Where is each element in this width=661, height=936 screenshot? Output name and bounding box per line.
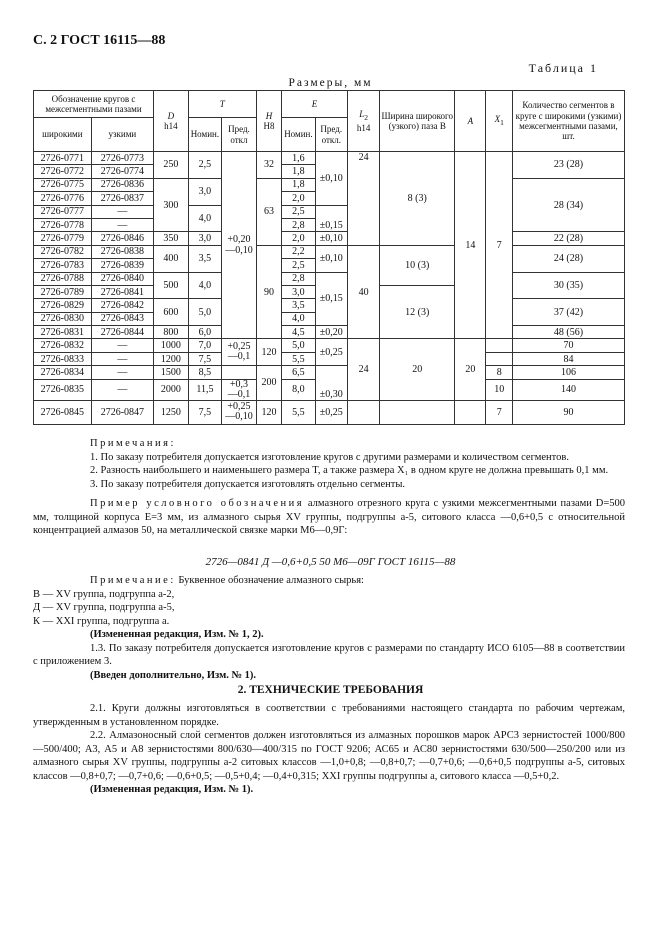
example-lead: Пример условного обозначения	[90, 498, 305, 509]
table-cell: 28 (34)	[512, 178, 624, 232]
table-cell: —	[91, 379, 153, 400]
table-cell: 2726-0776	[34, 192, 92, 205]
requirements-block	[33, 702, 625, 797]
amendments-block	[33, 628, 625, 682]
table-cell: 6,0	[188, 326, 221, 339]
table-cell: 4,0	[188, 205, 221, 232]
table-cell: 2726-0841	[91, 285, 153, 298]
note2-item: В — XV группа, подгруппа а-2,	[33, 588, 175, 600]
table-cell: 1000	[154, 339, 189, 352]
narrow-header: узкими	[91, 118, 153, 152]
table-cell: 3,0	[282, 285, 315, 298]
table-cell: 2726-0775	[34, 178, 92, 191]
table-cell: 7,5	[188, 400, 221, 424]
note-item: 1. По заказу потребителя допускается изготовление кругов с другими размерами и количеством сегментов.	[90, 451, 569, 463]
example-paragraph	[33, 497, 625, 538]
table-cell: 20	[455, 339, 486, 400]
table-cell: 120	[256, 339, 281, 366]
table-cell: 2,8	[282, 272, 315, 285]
T-dev-header: Пред. откл	[222, 118, 257, 152]
table-cell: —	[91, 339, 153, 352]
table-cell: 2,2	[282, 245, 315, 258]
note2-title: Примечание:	[90, 575, 176, 586]
D-header: D h14	[154, 91, 189, 152]
L2-header: $L_2$ h14	[347, 91, 379, 152]
table-cell: —	[91, 205, 153, 218]
paragraph-2-2: 2.2. Алмазоносный слой сегментов должен изготовляться из алмазных порошков марок АРС3 зернистостей 1000/800—500/400; А3, А5 и А8 зернистостями 800/630—400/315 по ГОСТ 9206; АС65 и АС80 зернистостями 630/500—250/200 или из алмазного сырья XV группы, подгруппы а-2 ситовых классов —1,0+0,8; —0,8+0,7; —0,7+0,6; —0,6+0,5 подгруппы а-5, ситовых классов —0,8+0,7; —0,7+0,6; —0,6+0,5; —0,5+0,4; —0,4+0,315; XXI группы подгруппы а, ситового класса —0,5+0,2.	[33, 730, 625, 782]
table-cell	[455, 400, 486, 424]
table-cell: 5,0	[188, 299, 221, 326]
table-cell: 63	[256, 178, 281, 245]
table-cell: 500	[154, 272, 189, 299]
table-cell: 37 (42)	[512, 299, 624, 326]
table-cell: 2726-0847	[91, 400, 153, 424]
table-cell: 2726-0831	[34, 326, 92, 339]
count-header: Количество сегментов в круге с широкими (узкими) межсегментными пазами, шт.	[512, 91, 624, 152]
table-cell: 3,0	[188, 178, 221, 205]
table-cell: 6,5	[282, 366, 315, 379]
table-cell: 3,0	[188, 232, 221, 245]
table-cell: 2726-0843	[91, 312, 153, 325]
table-cell: 2726-0788	[34, 272, 92, 285]
notes-title: Примечания:	[90, 438, 176, 449]
table-cell: 120	[256, 400, 281, 424]
table-cell	[380, 400, 455, 424]
note-item: 2. Разность наибольшего и наименьшего размера T, а также размера X₁ в одном круге не должна превышать 0,1 мм.	[90, 465, 609, 476]
table-cell: 14	[455, 152, 486, 339]
table-cell: 2,5	[282, 205, 315, 218]
E-header: E	[282, 91, 348, 118]
table-cell: +0,3 —0,1	[222, 379, 257, 400]
table-cell: 2726-0779	[34, 232, 92, 245]
table-cell: 8 (3)	[380, 152, 455, 246]
table-cell: 90	[512, 400, 624, 424]
page-header: С. 2 ГОСТ 16115—88	[33, 33, 166, 48]
table-cell: 2726-0829	[34, 299, 92, 312]
table-cell: 22 (28)	[512, 232, 624, 245]
table-cell: 4,0	[282, 312, 315, 325]
table-cell: 2726-0778	[34, 218, 92, 231]
table-cell: 20	[380, 339, 455, 400]
table-cell: 2,0	[282, 192, 315, 205]
table-cell: 2,5	[282, 259, 315, 272]
table-cell: 1,8	[282, 165, 315, 178]
amendment-note: (Измененная редакция, Изм. № 1).	[90, 784, 254, 795]
table-cell: 2726-0789	[34, 285, 92, 298]
table-cell: 5,0	[282, 339, 315, 352]
table-cell: 8	[486, 366, 513, 379]
note2-item: Д — XV группа, подгруппа а-5,	[33, 602, 175, 613]
table-cell: 10	[486, 379, 513, 400]
note2-text: Буквенное обозначение алмазного сырья:	[175, 575, 364, 586]
table-cell: 140	[512, 379, 624, 400]
table-cell: 8,5	[188, 366, 221, 379]
table-cell: 600	[154, 299, 189, 326]
table-cell: 800	[154, 326, 189, 339]
table-cell: 4,0	[188, 272, 221, 299]
table-cell: ±0,25	[315, 400, 347, 424]
example-text: алмазного отрезного круга с узкими межсегментными пазами D=500 мм, толщиной корпуса E=3 мм, из алмазного сырья XV группы, подгруппы а-5, ситового класса —0,6+0,5 с относительной концентрацией алмазов 50, на металлической связке марки М6—0,9Г:	[33, 498, 625, 536]
table-cell: 2726-0834	[34, 366, 92, 379]
paragraph-1-3: 1.3. По заказу потребителя допускается изготовление кругов с размерами по стандарту ИСО 6105—88 в соответствии с приложением 3.	[33, 642, 625, 667]
table-cell: 2726-0832	[34, 339, 92, 352]
H-header: H H8	[256, 91, 281, 152]
table-cell: 7,0	[188, 339, 221, 352]
table-cell	[222, 366, 257, 379]
table-cell: 1,8	[282, 178, 315, 191]
table-cell: 400	[154, 245, 189, 272]
table-cell: —	[91, 352, 153, 365]
T-header: T	[188, 91, 256, 118]
B-header: Ширина широкого (узкого) паза B	[380, 91, 455, 152]
table-cell	[486, 339, 513, 352]
table-cell: 2726-0837	[91, 192, 153, 205]
table-cell: 5,5	[282, 400, 315, 424]
table-cell: ±0,15	[315, 205, 347, 232]
table-cell: 2726-0830	[34, 312, 92, 325]
table-cell: 2726-0844	[91, 326, 153, 339]
table-cell: 7	[486, 152, 513, 339]
table-cell: 24	[347, 152, 379, 246]
table-cell: 1500	[154, 366, 189, 379]
table-cell: ±0,15	[315, 272, 347, 326]
table-cell: 2726-0783	[34, 259, 92, 272]
table-cell: ±0,10	[315, 152, 347, 206]
table-cell: 24	[347, 339, 379, 400]
table-cell: 5,5	[282, 352, 315, 365]
table-cell: 23 (28)	[512, 152, 624, 179]
table-cell: 3,5	[282, 299, 315, 312]
table-cell: 8,0	[282, 379, 315, 400]
table-cell: 1250	[154, 400, 189, 424]
table-cell: 2726-0771	[34, 152, 92, 165]
table-cell: 48 (56)	[512, 326, 624, 339]
table-cell: ±0,20	[315, 326, 347, 339]
table-cell: 32	[256, 152, 281, 179]
table-cell: 11,5	[188, 379, 221, 400]
table-cell: —	[91, 218, 153, 231]
table-cell: +0,25 —0,10	[222, 400, 257, 424]
table-cell: 2726-0782	[34, 245, 92, 258]
table-cell: 90	[256, 245, 281, 339]
section-title: 2. ТЕХНИЧЕСКИЕ ТРЕБОВАНИЯ	[237, 684, 424, 696]
table-cell: 2726-0836	[91, 178, 153, 191]
table-cell: 84	[512, 352, 624, 365]
table-cell: ±0,10	[315, 232, 347, 245]
table-cell: 2726-0772	[34, 165, 92, 178]
table-cell: 300	[154, 178, 189, 232]
designation-formula: 2726—0841 Д —0,6+0,5 50 М6—09Г ГОСТ 16115—88	[205, 556, 456, 568]
notes-block	[33, 437, 625, 491]
table-cell: 1200	[154, 352, 189, 365]
table-cell: 250	[154, 152, 189, 179]
table-cell: 3,5	[188, 245, 221, 272]
note2-item: К — XXI группа, подгруппа а.	[33, 615, 170, 627]
table-cell: 1,6	[282, 152, 315, 165]
table-cell: 2,5	[188, 152, 221, 179]
dims-label: Размеры, мм	[288, 77, 373, 89]
note-item: 3. По заказу потребителя допускается изготовлять отдельно сегменты.	[90, 478, 406, 490]
table-cell: 2726-0773	[91, 152, 153, 165]
designation-header: Обозначение кругов с межсегментными пазами	[34, 91, 154, 118]
X1-header: $X_1$	[486, 91, 513, 152]
wide-header: широкими	[34, 118, 92, 152]
E-dev-header: Пред. откл.	[315, 118, 347, 152]
dimensions-table	[33, 90, 625, 425]
table-cell: 2000	[154, 379, 189, 400]
table-cell: 200	[256, 366, 281, 400]
table-cell: 2726-0777	[34, 205, 92, 218]
table-cell: 70	[512, 339, 624, 352]
amendment-note: (Введен дополнительно, Изм. № 1).	[90, 669, 257, 681]
table-cell: 106	[512, 366, 624, 379]
table-cell: ±0,30	[315, 366, 347, 400]
table-cell: 2726-0833	[34, 352, 92, 365]
table-cell: 2726-0846	[91, 232, 153, 245]
E-nom-header: Номин.	[282, 118, 315, 152]
table-cell: 2726-0840	[91, 272, 153, 285]
table-cell: 7,5	[188, 352, 221, 365]
table-cell: ±0,25	[315, 339, 347, 366]
table-cell: 30 (35)	[512, 272, 624, 299]
table-cell: 4,5	[282, 326, 315, 339]
table-cell	[486, 352, 513, 365]
table-cell: 2726-0835	[34, 379, 92, 400]
table-cell: 350	[154, 232, 189, 245]
table-cell: ±0,10	[315, 245, 347, 272]
table-cell: 2,0	[282, 232, 315, 245]
amendment-note: (Измененная редакция, Изм. № 1, 2).	[90, 629, 264, 640]
table-caption: Таблица 1	[528, 61, 598, 75]
table-cell: 10 (3)	[380, 245, 455, 285]
A-header: A	[455, 91, 486, 152]
table-cell: 24 (28)	[512, 245, 624, 272]
table-cell: 7	[486, 400, 513, 424]
table-cell: —	[91, 366, 153, 379]
table-cell: 2726-0774	[91, 165, 153, 178]
table-cell: 2,8	[282, 218, 315, 231]
paragraph-2-1: 2.1. Круги должны изготовляться в соответствии с требованиями настоящего стандарта по рабочим чертежам, утвержденным в установленном порядке.	[33, 703, 625, 728]
T-nom-header: Номин.	[188, 118, 221, 152]
table-cell: 2726-0845	[34, 400, 92, 424]
table-cell: 12 (3)	[380, 285, 455, 339]
table-cell: 2726-0839	[91, 259, 153, 272]
table-cell: +0,25 —0,1	[222, 339, 257, 366]
table-cell: +0,20 —0,10	[222, 152, 257, 339]
note2-block	[33, 574, 625, 628]
table-cell: 40	[347, 245, 379, 339]
table-cell: 2726-0842	[91, 299, 153, 312]
table-cell: 2726-0838	[91, 245, 153, 258]
table-cell	[347, 400, 379, 424]
